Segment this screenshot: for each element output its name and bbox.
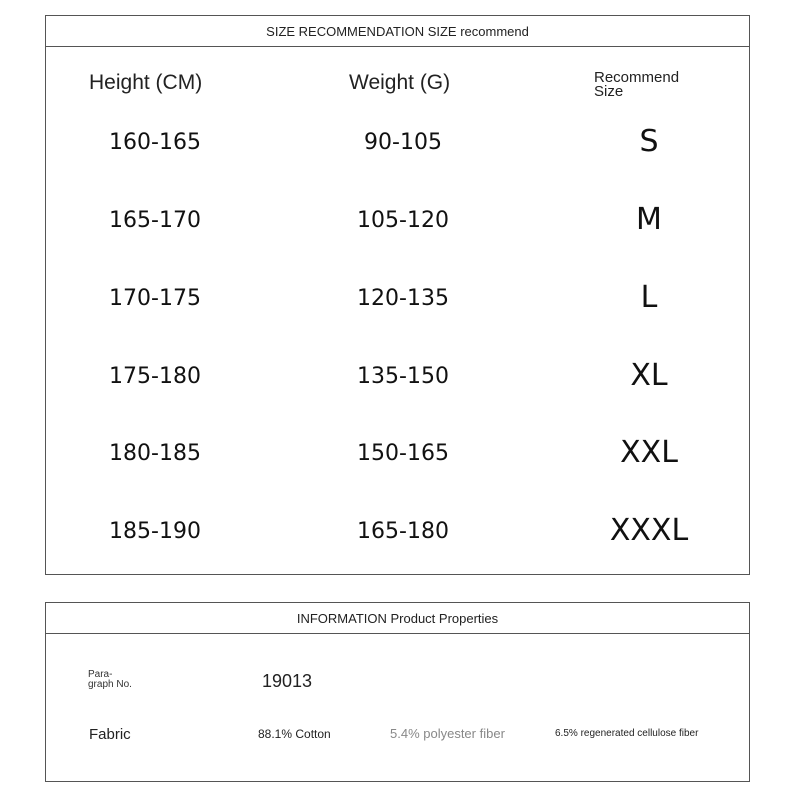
height-cell: 185-190 (109, 519, 201, 544)
size-cell: S (639, 124, 659, 159)
size-cell: M (636, 202, 662, 237)
height-column-header: Height (CM) (89, 71, 203, 94)
weight-cell: 90-105 (364, 130, 442, 155)
paragraph-label-line2: graph No. (88, 679, 132, 690)
recommend-size-header-line1: Recommend (594, 69, 680, 86)
fabric-polyester-value: 5.4% polyester fiber (390, 726, 505, 741)
size-cell: XXL (620, 435, 678, 470)
fabric-cotton-value: 88.1% Cotton (258, 727, 331, 741)
fabric-label: Fabric (89, 726, 131, 743)
height-cell: 170-175 (109, 286, 201, 311)
paragraph-label-line1: Para- (88, 669, 113, 680)
weight-cell: 135-150 (357, 364, 449, 389)
weight-cell: 120-135 (357, 286, 449, 311)
product-information-panel (45, 602, 750, 782)
recommend-size-column-header (594, 71, 679, 99)
recommend-size-header-line2: Size (594, 83, 624, 100)
info-panel-title: INFORMATION Product Properties (46, 603, 749, 634)
size-cell: XXXL (609, 513, 689, 548)
height-cell: 175-180 (109, 364, 201, 389)
weight-cell: 165-180 (357, 519, 449, 544)
weight-cell: 105-120 (357, 208, 449, 233)
height-cell: 180-185 (109, 441, 201, 466)
size-recommendation-panel (45, 15, 750, 575)
weight-cell: 150-165 (357, 441, 449, 466)
paragraph-number-label (88, 670, 132, 690)
fabric-cellulose-value: 6.5% regenerated cellulose fiber (555, 728, 699, 739)
size-cell: L (640, 280, 658, 315)
height-cell: 165-170 (109, 208, 201, 233)
paragraph-number-value: 19013 (262, 671, 313, 691)
height-cell: 160-165 (109, 130, 201, 155)
size-panel-title: SIZE RECOMMENDATION SIZE recommend (46, 16, 749, 47)
size-cell: XL (630, 358, 668, 393)
weight-column-header: Weight (G) (349, 71, 451, 94)
